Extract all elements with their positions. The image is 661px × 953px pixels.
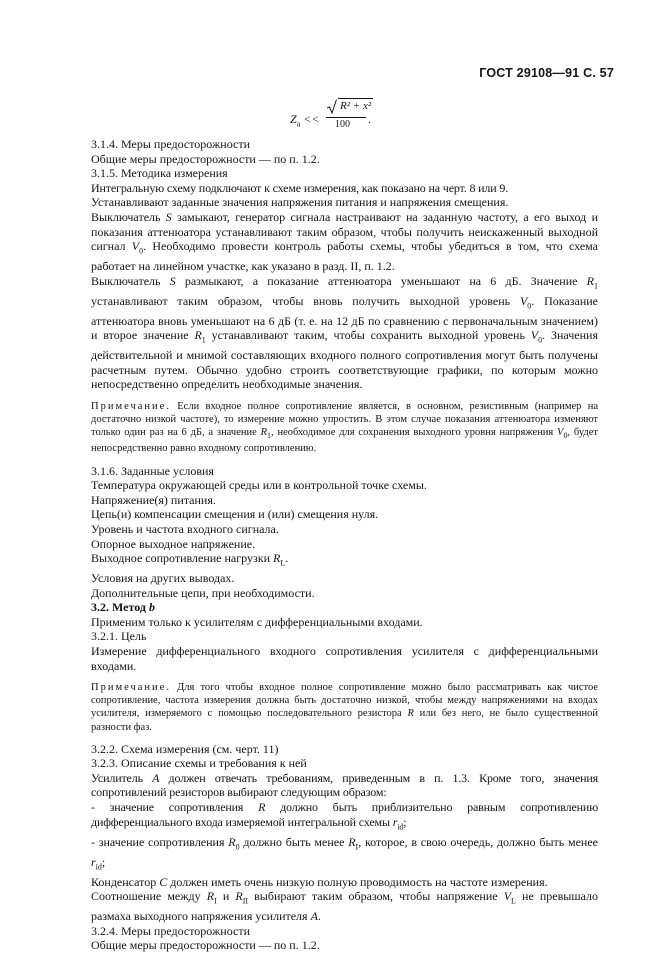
note-1: Примечание. Если входное полное сопротивление является, в основном, резистивным (например на достаточно низкой частоте), то измерение можно упростить. В этом случае показания аттенюатора изменяют только один раз на 6 дБ, а значение $R_1$, необходимое для сохранения выходного уровня напряжения $V_0$, будет непосредственно равно входному сопротивлению.: [91, 401, 599, 455]
paragraph: Выключатель S замыкают, генератор сигнала настраивают на заданную частоту, а его выход и показания аттенюатора устанавливают таким образом, чтобы получить неискаженный выходной сигнал $V_0$. Необходимо провести контроль работы схемы, чтобы убедиться в том, что схема работает на линейном участке, как указано в разд. II, п. 1.2.: [91, 209, 599, 274]
paragraph: Соотношение между $R_I$ и $R_{II}$ выбирают таким образом, чтобы напряжение $V_L$ не превышало размаха выходного напряжения усилителя A.: [91, 889, 598, 924]
page-header: ГОСТ 29108—91 С. 57: [479, 66, 614, 80]
section-3-1-5-heading: 3.1.5. Методика измерения: [91, 166, 228, 181]
condition-item: Температура окружающей среды или в контрольной точке схемы.: [91, 478, 427, 493]
formula-period: .: [368, 112, 371, 126]
fraction-line: [326, 117, 366, 118]
section-3-2-heading: 3.2. Метод b: [91, 600, 155, 615]
formula-lhs: [290, 112, 319, 128]
section-3-2-1-heading: 3.2.1. Цель: [91, 629, 147, 644]
formula-operator: <<: [303, 112, 320, 126]
document-body: [91, 137, 598, 953]
spacer: [91, 734, 598, 742]
paragraph: Усилитель A должен отвечать требованиям, приведенным в п. 1.3. Кроме того, значения сопротивлений резисторов выбирают следующим образом:: [91, 770, 598, 800]
condition-item: Выходное сопротивление нагрузки $R_L$.: [91, 551, 289, 568]
section-3-1-4-heading: 3.1.4. Меры предосторожности: [91, 137, 251, 151]
paragraph: Общие меры предосторожности — по п. 1.2.: [91, 151, 320, 166]
spacer: [91, 673, 598, 681]
condition-item: Условия на других выводах.: [91, 571, 235, 586]
spacer: [91, 456, 598, 464]
paragraph: Измерение дифференциального входного сопротивления усилителя с дифференциальными входами.: [91, 644, 598, 673]
paragraph: Общие меры предосторожности — по п. 1.2.: [91, 938, 320, 953]
list-item: - значение сопротивления $R_0$ должно быть менее $R_I$, которое, в свою очередь, должно быть менее $r_{id}$;: [91, 834, 599, 871]
condition-item: Цепь(и) компенсации смещения и (или) смещения нуля.: [91, 507, 379, 522]
condition-item: Дополнительные цепи, при необходимости.: [91, 585, 315, 600]
radical-sign-icon: [327, 99, 337, 114]
section-3-1-6-heading: 3.1.6. Заданные условия: [91, 463, 214, 478]
paragraph: Выключатель S размыкают, а показание аттенюатора уменьшают на 6 дБ. Значение $R_1$ устанавливают таким образом, чтобы вновь получить выходной уровень $V_0$. Показание аттенюатора вновь уменьшают на 6 дБ (т. е. на 12 дБ по сравнению с первоначальным значением) и второе значение $R_1$ устанавливают таким, чтобы сохранить выходной уровень $V_0$. Значения действительной и мнимой составляющих входного полного сопротивления могут быть получены расчетным путем. Обычно удобно строить соответствующие графики, по которым можно непосредственно определить необходимые значения.: [91, 273, 598, 392]
list-item: - значение сопротивления R должно быть приблизительно равным сопротивлению дифференциального входа измеряемой интегральной схемы $r_{id}$;: [91, 799, 599, 831]
section-3-2-2-heading: 3.2.2. Схема измерения (см. черт. 11): [91, 741, 279, 756]
condition-item: Опорное выходное напряжение.: [91, 536, 256, 551]
paragraph: Применим только к усилителям с дифференциальными входами.: [91, 614, 423, 629]
formula-sub: a: [296, 119, 301, 129]
condition-item: Напряжение(я) питания.: [91, 492, 216, 507]
formula-radicand: R² + x²: [340, 100, 372, 112]
paragraph: Интегральную схему подключают к схеме измерения, как показано на черт. 8 или 9.: [91, 180, 509, 195]
formula-denominator: 100: [335, 119, 350, 130]
section-3-2-4-heading: 3.2.4. Меры предосторожности: [91, 923, 251, 938]
spacer: [91, 392, 598, 400]
note-2: Примечание. Для того чтобы входное полное сопротивление можно было рассматривать как чистое сопротивление, частота измерения должна быть достаточно низкой, чтобы между напряжениями на входах усилителя, измеряемого с помощью последовательного резистора R или без него, не было существенной разности фаз.: [91, 682, 598, 733]
paragraph: Устанавливают заданные значения напряжения питания и напряжения смещения.: [91, 195, 509, 210]
condition-item: Уровень и частота входного сигнала.: [91, 521, 279, 536]
impedance-formula: [290, 98, 400, 134]
formula-var: Z: [290, 112, 297, 126]
paragraph: Конденсатор C должен иметь очень низкую полную проводимость на частоте измерения.: [91, 874, 548, 889]
section-3-2-3-heading: 3.2.3. Описание схемы и требования к ней: [91, 756, 307, 771]
